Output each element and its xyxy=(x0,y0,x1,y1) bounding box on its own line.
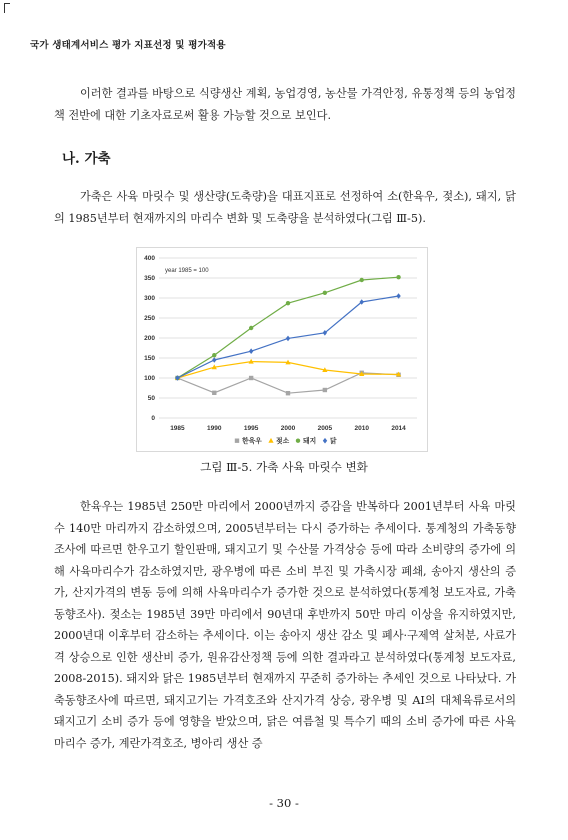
running-header: 국가 생태계서비스 평가 지표선정 및 평가적용 xyxy=(30,40,226,51)
x-tick-label: 1990 xyxy=(207,425,222,432)
series-3-point xyxy=(249,326,253,330)
analysis-paragraph: 한육우는 1985년 250만 마리에서 2000년까지 증감을 반복하다 2001년부터 사육 마릿수 140만 마리까지 감소하였으며, 2005년부터는 다시 증가하는 추세이다. 통계청의 가축동향조사에 따르면 한우고기 할인판매, 돼지고기 및 수산물 가격상승 등에 따라 소비량의 증가에 의해 사육마리수가 감소하였지만, 광우병에 따른 소비 부진 및 가축시장 폐쇄, 송아지 생산의 증가, 산지가격의 변동 등에 의해 사육마리수가 증가한 것으로 분석하였다(통계청 보도자료, 가축동향조사). 젖소는 1985년 39만 마리에서 90년대 후반까지 50만 마리 이상을 유지하였지만, 2000년대 이후부터 감소하는 추세이다. 이는 송아지 생산 감소 및 폐사·구제역 살처분, 사료가격 상승으로 인한 생산비 증가, 원유감산정책 등에 의한 결과라고 분석하였다(통계청 보도자료, 2008-2015). 돼지와 닭은 1985년부터 현재까지 꾸준히 증가하는 추세인 것으로 나타났다. 가축동향조사에 따르면, 돼지고기는 가격호조와 산지가격 상승, 광우병 및 AI의 대체육류로서의 돼지고기 소비 증가 등에 영향을 받았으며, 닭은 여름철 및 특수기 때의 소비 증가에 따른 사육마리수 증가, 계란가격호조, 병아리 생산 증 xyxy=(54,500,516,750)
series-1-point xyxy=(323,388,327,392)
y-tick-label: 150 xyxy=(144,355,155,363)
legend-label-3: 돼지 xyxy=(303,438,317,445)
intro-paragraph: 이러한 결과를 바탕으로 식량생산 계획, 농업경영, 농산물 가격안정, 유통정책 등의 농업정책 전반에 대한 기초자료로써 활용 가능할 것으로 보인다. xyxy=(54,87,516,122)
series-line-1 xyxy=(177,373,398,393)
chart-note: year 1985 = 100 xyxy=(165,268,209,274)
x-tick-label: 1985 xyxy=(170,425,185,432)
y-tick-label: 350 xyxy=(144,275,155,283)
y-tick-label: 200 xyxy=(144,335,155,343)
series-3-point xyxy=(286,301,290,305)
series-1-point xyxy=(286,391,290,395)
x-tick-label: 2000 xyxy=(280,425,296,432)
series-3-point xyxy=(396,275,400,279)
legend-label-4: 닭 xyxy=(330,438,337,445)
livestock-intro-paragraph: 가축은 사육 마릿수 및 생산량(도축량)을 대표지표로 선정하여 소(한육우, 젖소), 돼지, 닭의 1985년부터 현재까지의 마리수 변화 및 도축량을 분석하였다(그림 Ⅲ-5). xyxy=(54,190,516,225)
y-tick-label: 100 xyxy=(144,375,155,383)
page-number: - 30 - xyxy=(269,796,299,810)
section-heading: 나. 가축 xyxy=(62,151,111,167)
x-tick-label: 1995 xyxy=(243,425,259,432)
livestock-chart xyxy=(136,247,428,452)
legend-label-1: 한육우 xyxy=(242,438,262,445)
y-tick-label: 0 xyxy=(151,415,155,423)
y-tick-label: 250 xyxy=(144,315,155,323)
livestock-chart-svg xyxy=(137,248,427,451)
series-3-point xyxy=(323,291,327,295)
series-1-point xyxy=(212,391,216,395)
y-tick-label: 300 xyxy=(144,295,155,303)
figure-caption: 그림 Ⅲ-5. 가축 사육 마릿수 변화 xyxy=(200,460,368,474)
x-tick-label: 2005 xyxy=(317,425,333,432)
series-1-point xyxy=(249,376,253,380)
series-4-point xyxy=(249,348,253,354)
y-tick-label: 400 xyxy=(144,255,155,263)
legend-label-2: 젖소 xyxy=(276,438,290,445)
x-tick-label: 2014 xyxy=(391,425,406,432)
legend-marker-3 xyxy=(296,439,300,443)
series-4-point xyxy=(286,336,290,342)
legend-marker-4 xyxy=(323,438,327,444)
legend-marker-1 xyxy=(235,439,239,443)
y-tick-label: 50 xyxy=(147,395,155,403)
x-tick-label: 2010 xyxy=(354,425,369,432)
page-corner-mark xyxy=(4,3,10,13)
series-3-point xyxy=(212,353,216,357)
series-3-point xyxy=(360,278,364,282)
legend-marker-2 xyxy=(268,438,273,443)
